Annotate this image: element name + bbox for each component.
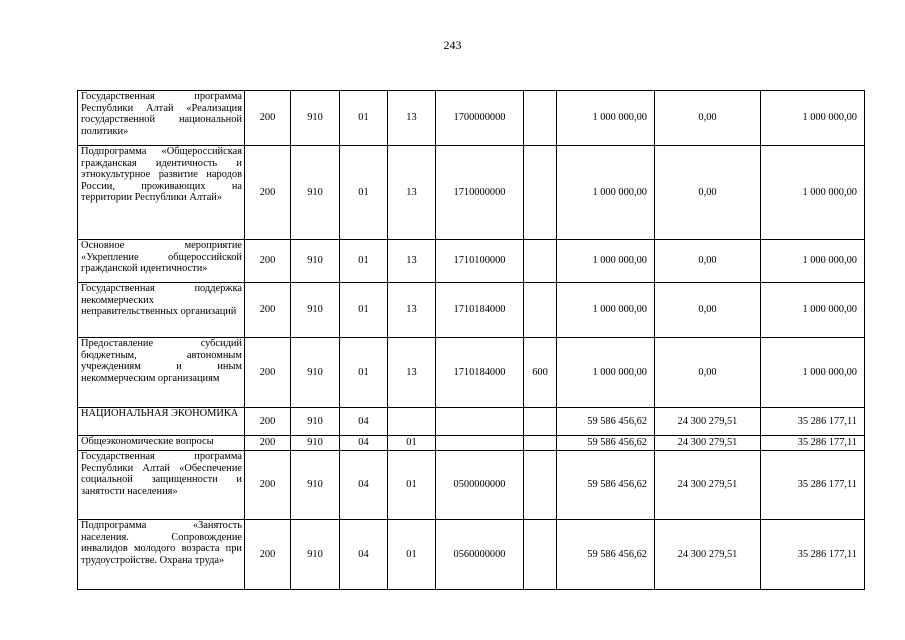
target-article-cell: 1710000000 <box>436 146 524 240</box>
amount-2-cell: 0,00 <box>655 283 761 338</box>
subsection-code-cell: 01 <box>388 436 436 451</box>
row-name: Государственная программа Республики Алтай «Обеспечение социальной защищенности и занятости населения» <box>78 451 245 520</box>
expense-type-cell <box>524 283 557 338</box>
amount-3-cell: 35 286 177,11 <box>761 408 865 436</box>
ministry-code-cell: 910 <box>291 451 340 520</box>
admin-code-cell: 200 <box>245 408 291 436</box>
table-row <box>78 146 865 240</box>
subsection-code-cell: 13 <box>388 91 436 146</box>
expense-type-cell <box>524 408 557 436</box>
ministry-code-cell: 910 <box>291 408 340 436</box>
ministry-code-cell: 910 <box>291 240 340 283</box>
target-article-cell: 0500000000 <box>436 451 524 520</box>
amount-3-cell: 1 000 000,00 <box>761 283 865 338</box>
row-name: Основное мероприятие «Укрепление общероссийской гражданской идентичности» <box>78 240 245 283</box>
admin-code-cell: 200 <box>245 240 291 283</box>
amount-3-cell: 35 286 177,11 <box>761 436 865 451</box>
target-article-cell <box>436 436 524 451</box>
amount-2-cell: 24 300 279,51 <box>655 451 761 520</box>
row-name: Государственная поддержка некоммерческих неправительственных организаций <box>78 283 245 338</box>
admin-code-cell: 200 <box>245 283 291 338</box>
amount-2-cell: 24 300 279,51 <box>655 520 761 590</box>
section-code-cell: 01 <box>340 146 388 240</box>
amount-1-cell: 59 586 456,62 <box>557 520 655 590</box>
admin-code-cell: 200 <box>245 451 291 520</box>
section-code-cell: 04 <box>340 520 388 590</box>
page-number: 243 <box>443 38 462 52</box>
admin-code-cell: 200 <box>245 146 291 240</box>
ministry-code-cell: 910 <box>291 283 340 338</box>
ministry-code-cell: 910 <box>291 520 340 590</box>
target-article-cell: 1710100000 <box>436 240 524 283</box>
amount-3-cell: 35 286 177,11 <box>761 520 865 590</box>
target-article-cell: 1710184000 <box>436 283 524 338</box>
table-row <box>78 91 865 146</box>
amount-1-cell: 59 586 456,62 <box>557 451 655 520</box>
expense-type-cell: 600 <box>524 338 557 408</box>
amount-1-cell: 1 000 000,00 <box>557 240 655 283</box>
subsection-code-cell: 13 <box>388 146 436 240</box>
section-code-cell: 01 <box>340 283 388 338</box>
expense-type-cell <box>524 520 557 590</box>
amount-2-cell: 0,00 <box>655 146 761 240</box>
table-row <box>78 408 865 436</box>
target-article-cell: 0560000000 <box>436 520 524 590</box>
expense-type-cell <box>524 436 557 451</box>
expense-type-cell <box>524 91 557 146</box>
row-name: Предоставление субсидий бюджетным, автономным учреждениям и иным некоммерческим организациям <box>78 338 245 408</box>
ministry-code-cell: 910 <box>291 338 340 408</box>
ministry-code-cell: 910 <box>291 436 340 451</box>
section-code-cell: 04 <box>340 451 388 520</box>
section-code-cell: 01 <box>340 338 388 408</box>
amount-3-cell: 1 000 000,00 <box>761 146 865 240</box>
admin-code-cell: 200 <box>245 436 291 451</box>
table-row <box>78 520 865 590</box>
table-row <box>78 451 865 520</box>
amount-3-cell: 1 000 000,00 <box>761 338 865 408</box>
ministry-code-cell: 910 <box>291 91 340 146</box>
admin-code-cell: 200 <box>245 520 291 590</box>
row-name: Общеэкономические вопросы <box>78 436 245 451</box>
table-row <box>78 338 865 408</box>
amount-2-cell: 24 300 279,51 <box>655 408 761 436</box>
amount-2-cell: 0,00 <box>655 240 761 283</box>
row-name: Подпрограмма «Занятость населения. Сопровождение инвалидов молодого возраста при трудоустройстве. Охрана труда» <box>78 520 245 590</box>
admin-code-cell: 200 <box>245 91 291 146</box>
budget-table <box>77 90 865 590</box>
subsection-code-cell: 13 <box>388 283 436 338</box>
amount-3-cell: 35 286 177,11 <box>761 451 865 520</box>
table-row <box>78 436 865 451</box>
amount-2-cell: 0,00 <box>655 91 761 146</box>
amount-1-cell: 1 000 000,00 <box>557 338 655 408</box>
amount-3-cell: 1 000 000,00 <box>761 240 865 283</box>
section-code-cell: 01 <box>340 240 388 283</box>
ministry-code-cell: 910 <box>291 146 340 240</box>
amount-1-cell: 1 000 000,00 <box>557 283 655 338</box>
expense-type-cell <box>524 240 557 283</box>
amount-1-cell: 59 586 456,62 <box>557 408 655 436</box>
expense-type-cell <box>524 146 557 240</box>
amount-1-cell: 1 000 000,00 <box>557 91 655 146</box>
subsection-code-cell: 01 <box>388 520 436 590</box>
target-article-cell: 1700000000 <box>436 91 524 146</box>
subsection-code-cell: 13 <box>388 240 436 283</box>
target-article-cell: 1710184000 <box>436 338 524 408</box>
section-code-cell: 04 <box>340 408 388 436</box>
section-code-cell: 01 <box>340 91 388 146</box>
amount-3-cell: 1 000 000,00 <box>761 91 865 146</box>
amount-1-cell: 59 586 456,62 <box>557 436 655 451</box>
admin-code-cell: 200 <box>245 338 291 408</box>
expense-type-cell <box>524 451 557 520</box>
target-article-cell <box>436 408 524 436</box>
subsection-code-cell <box>388 408 436 436</box>
row-name: Государственная программа Республики Алтай «Реализация государственной национальной политики» <box>78 91 245 146</box>
subsection-code-cell: 01 <box>388 451 436 520</box>
table-body <box>78 91 865 590</box>
row-name: Подпрограмма «Общероссийская гражданская идентичность и этнокультурное развитие народов России, проживающих на территории Республики Алтай» <box>78 146 245 240</box>
amount-1-cell: 1 000 000,00 <box>557 146 655 240</box>
amount-2-cell: 24 300 279,51 <box>655 436 761 451</box>
subsection-code-cell: 13 <box>388 338 436 408</box>
row-name: НАЦИОНАЛЬНАЯ ЭКОНОМИКА <box>78 408 245 436</box>
section-code-cell: 04 <box>340 436 388 451</box>
table-row <box>78 283 865 338</box>
table-row <box>78 240 865 283</box>
amount-2-cell: 0,00 <box>655 338 761 408</box>
